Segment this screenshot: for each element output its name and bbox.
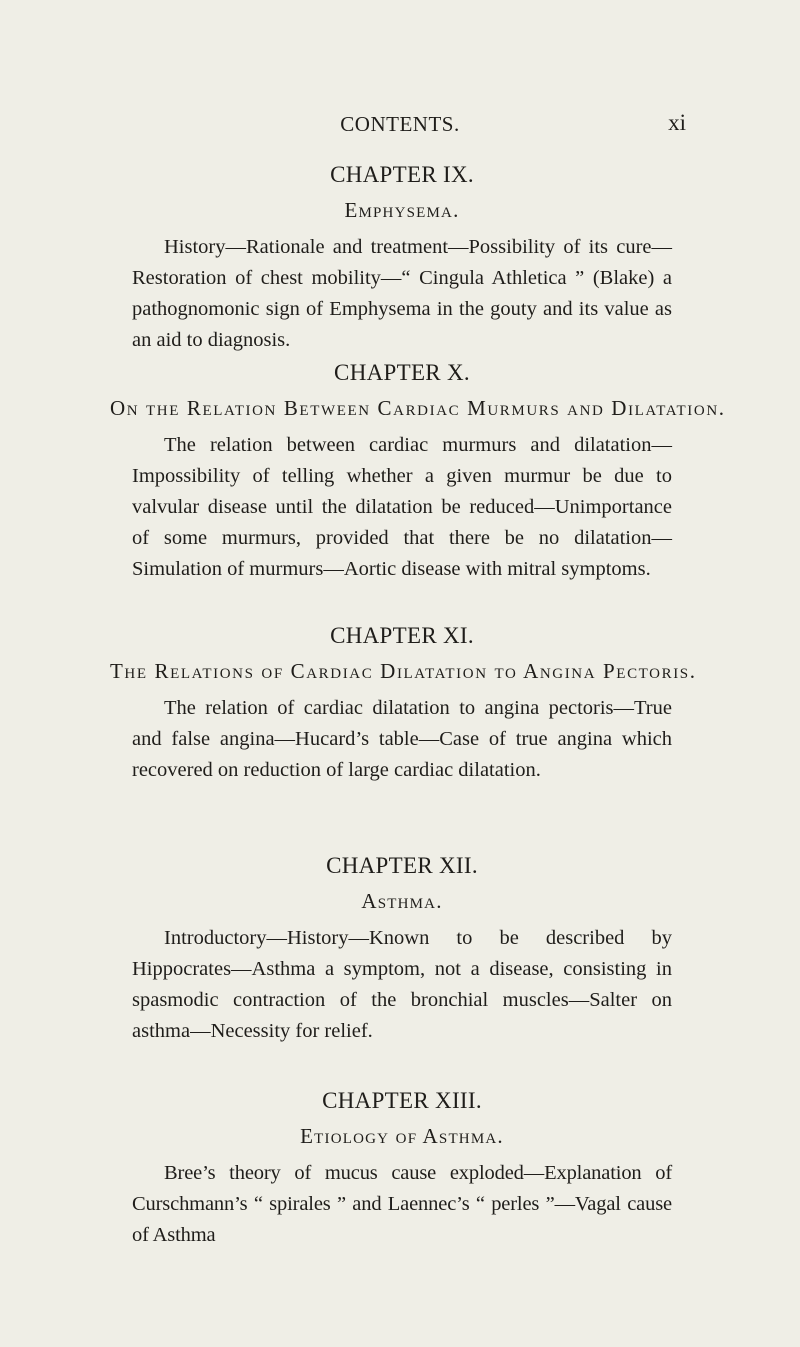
running-head-title: CONTENTS.: [340, 112, 460, 136]
chapter-heading: CHAPTER XII.: [326, 853, 478, 878]
chapter-heading: CHAPTER IX.: [330, 162, 474, 187]
chapter-summary: Introductory—History—Known to be described by Hippocrates—Asthma a symptom, not a disease, consisting in spasmodic contraction of the bronchial muscles—Salter on asthma—Necessity for relief.: [132, 927, 672, 1042]
chapter-summary: The relation of cardiac dilatation to angina pectoris—True and false angina—Hucard’s table—Case of true angina which recovered on reduction of large cardiac dilatation.: [132, 697, 672, 781]
chapter-summary: The relation between cardiac murmurs and dilatation—Impossibility of telling whether a given murmur be due to valvular disease until the dilatation be reduced—Unimportance of some murmurs, provided that there be no dilatation—Simulation of murmurs—Aortic disease with mitral symptoms.: [132, 434, 672, 580]
chapter-heading: CHAPTER XIII.: [322, 1088, 482, 1113]
chapter-title: Asthma.: [361, 889, 443, 913]
chapter-title: Etiology of Asthma.: [300, 1124, 504, 1148]
chapter-xii: [132, 849, 672, 1047]
chapter-title: The Relations of Cardiac Dilatation to Angina Pectoris.: [110, 659, 697, 683]
page-number: xi: [668, 110, 686, 135]
chapter-heading: CHAPTER XI.: [330, 623, 474, 648]
chapter-xiii: [132, 1084, 672, 1251]
chapter-title: Emphysema.: [344, 198, 460, 222]
chapter-ix: [132, 158, 672, 356]
chapter-summary: Bree’s theory of mucus cause exploded—Explanation of Curschmann’s “ spirales ” and Laennec’s “ perles ”—Vagal cause of Asthma: [132, 1162, 672, 1246]
chapter-x: [110, 356, 726, 585]
chapter-xi: [110, 619, 697, 786]
chapter-summary: History—Rationale and treatment—Possibility of its cure—Restoration of chest mobility—“ Cingula Athletica ” (Blake) a pathognomonic sign of Emphysema in the gouty and its value as an aid to diagnosis.: [132, 236, 672, 351]
chapter-heading: CHAPTER X.: [334, 360, 470, 385]
running-head: [0, 104, 800, 144]
chapter-title: On the Relation Between Cardiac Murmurs and Dilatation.: [110, 396, 726, 420]
